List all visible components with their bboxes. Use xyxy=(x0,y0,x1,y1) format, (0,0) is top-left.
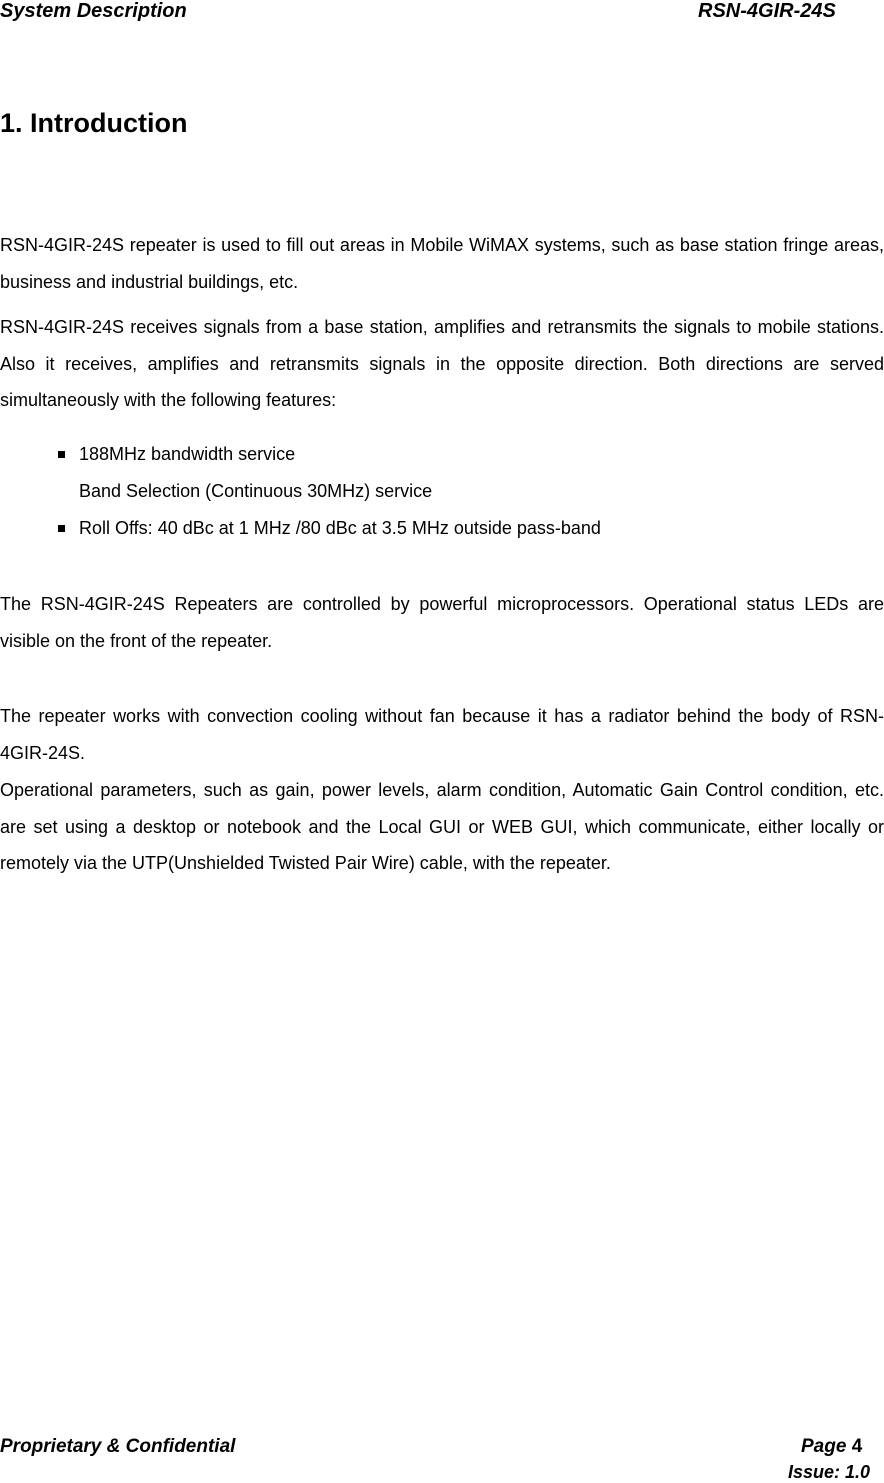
microprocessor-paragraph: The RSN-4GIR-24S Repeaters are controlled by powerful microprocessors. Operational status LEDs are visible on the front of the repeater. xyxy=(0,594,884,651)
header-model-number: RSN-4GIR-24S xyxy=(698,0,836,22)
feature-list-item xyxy=(0,473,884,510)
intro-paragraph-2: RSN-4GIR-24S receives signals from a base station, amplifies and retransmits the signals to mobile stations. Also it receives, amplifies and retransmits signals in the opposite direction. Both directions are served simultaneously with the following features: xyxy=(0,317,884,410)
footer-page-number xyxy=(801,1436,862,1458)
square-bullet-icon xyxy=(58,525,65,532)
section-title: 1. Introduction xyxy=(0,108,188,138)
header-document-title: System Description xyxy=(0,0,187,22)
feature-text: 188MHz bandwidth service xyxy=(79,444,296,464)
footer-page-value: 4 xyxy=(851,1436,863,1457)
feature-text: Roll Offs: 40 dBc at 1 MHz /80 dBc at 3.5 MHz outside pass-band xyxy=(79,518,601,538)
feature-text: Band Selection (Continuous 30MHz) service xyxy=(79,481,433,501)
cooling-paragraph: The repeater works with convection cooling without fan because it has a radiator behind the body of RSN-4GIR-24S. xyxy=(0,706,884,763)
feature-list-item xyxy=(0,510,884,547)
footer-confidentiality: Proprietary & Confidential xyxy=(0,1436,236,1457)
footer-issue: Issue: 1.0 xyxy=(788,1462,871,1482)
footer-page-label: Page xyxy=(801,1436,847,1457)
square-bullet-icon xyxy=(58,451,65,458)
intro-paragraph-1: RSN-4GIR-24S repeater is used to fill out areas in Mobile WiMAX systems, such as base station fringe areas, business and industrial buildings, etc. xyxy=(0,235,884,292)
feature-list-item xyxy=(0,436,884,473)
feature-list xyxy=(0,436,884,547)
parameters-paragraph: Operational parameters, such as gain, power levels, alarm condition, Automatic Gain Control condition, etc. are set using a desktop or notebook and the Local GUI or WEB GUI, which communicate, either locally or remotely via the UTP(Unshielded Twisted Pair Wire) cable, with the repeater. xyxy=(0,780,884,873)
